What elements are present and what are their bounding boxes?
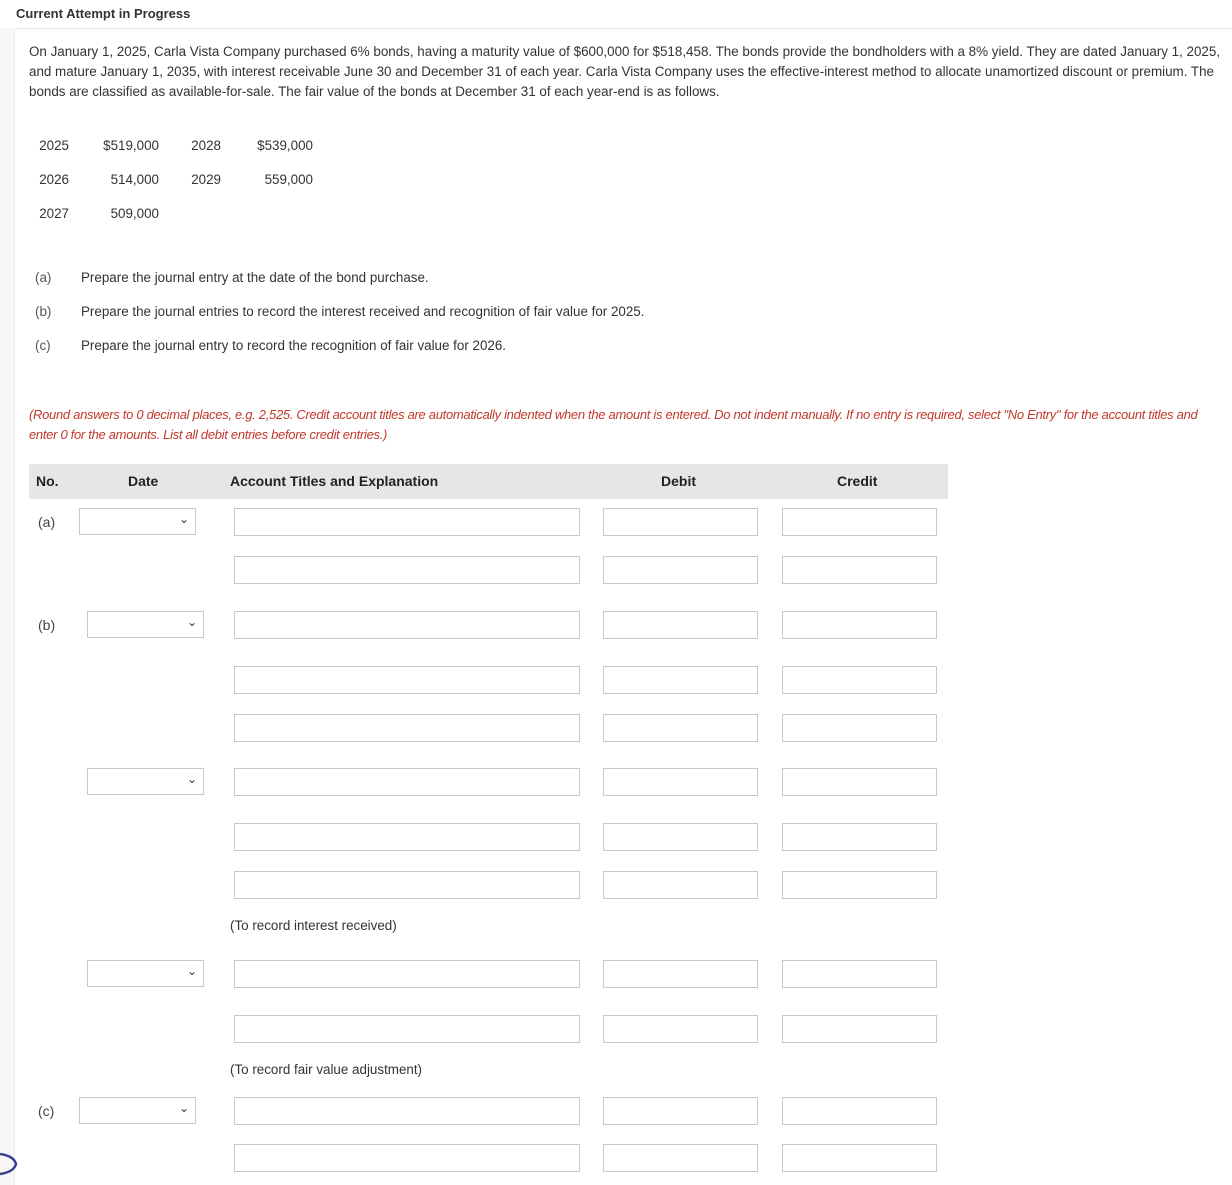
debit-input[interactable] bbox=[603, 960, 758, 988]
year-cell: 2025 bbox=[39, 137, 69, 153]
chevron-down-icon: ⌄ bbox=[186, 964, 197, 978]
credit-input[interactable] bbox=[782, 768, 937, 796]
credit-input[interactable] bbox=[782, 1097, 937, 1125]
entry-label-b: (b) bbox=[38, 617, 56, 633]
credit-input[interactable] bbox=[782, 1015, 937, 1043]
part-label: (a) bbox=[35, 270, 52, 285]
interest-note: (To record interest received) bbox=[230, 918, 397, 933]
journal-header bbox=[29, 464, 948, 499]
credit-input[interactable] bbox=[782, 556, 937, 584]
debit-input[interactable] bbox=[603, 611, 758, 639]
part-text: Prepare the journal entries to record the interest received and recognition of fair value for 2025. bbox=[81, 304, 645, 319]
fair-value-note: (To record fair value adjustment) bbox=[230, 1062, 423, 1077]
date-select[interactable] bbox=[87, 611, 204, 638]
amount-cell: 509,000 bbox=[110, 205, 159, 221]
debit-input[interactable] bbox=[603, 508, 758, 536]
account-title-input[interactable] bbox=[234, 1015, 580, 1043]
account-title-input[interactable] bbox=[234, 960, 580, 988]
account-title-input[interactable] bbox=[234, 611, 580, 639]
debit-input[interactable] bbox=[603, 1144, 758, 1172]
amount-cell: 559,000 bbox=[264, 171, 313, 187]
part-text: Prepare the journal entry to record the recognition of fair value for 2026. bbox=[81, 338, 507, 353]
debit-input[interactable] bbox=[603, 768, 758, 796]
date-select[interactable] bbox=[79, 1097, 196, 1124]
table-row bbox=[29, 162, 313, 196]
chevron-down-icon: ⌄ bbox=[186, 772, 197, 786]
header-debit: Debit bbox=[661, 473, 696, 489]
left-gutter bbox=[0, 28, 15, 1185]
amount-cell: $539,000 bbox=[257, 137, 313, 153]
credit-input[interactable] bbox=[782, 611, 937, 639]
account-title-input[interactable] bbox=[234, 666, 580, 694]
chevron-down-icon: ⌄ bbox=[186, 615, 197, 629]
page-title: Current Attempt in Progress bbox=[16, 6, 191, 21]
credit-input[interactable] bbox=[782, 666, 937, 694]
table-row bbox=[29, 128, 313, 162]
credit-input[interactable] bbox=[782, 714, 937, 742]
credit-input[interactable] bbox=[782, 960, 937, 988]
part-label: (c) bbox=[35, 338, 51, 353]
debit-input[interactable] bbox=[603, 556, 758, 584]
entry-label-a: (a) bbox=[38, 514, 56, 530]
account-title-input[interactable] bbox=[234, 1144, 580, 1172]
year-cell: 2027 bbox=[39, 205, 69, 221]
account-title-input[interactable] bbox=[234, 871, 580, 899]
credit-input[interactable] bbox=[782, 823, 937, 851]
debit-input[interactable] bbox=[603, 666, 758, 694]
account-title-input[interactable] bbox=[234, 1097, 580, 1125]
debit-input[interactable] bbox=[603, 1015, 758, 1043]
debit-input[interactable] bbox=[603, 1097, 758, 1125]
year-cell: 2028 bbox=[191, 137, 221, 153]
account-title-input[interactable] bbox=[234, 823, 580, 851]
account-title-input[interactable] bbox=[234, 508, 580, 536]
header-account: Account Titles and Explanation bbox=[230, 473, 439, 489]
header-credit: Credit bbox=[837, 473, 878, 489]
date-select[interactable] bbox=[87, 768, 204, 795]
year-cell bbox=[159, 196, 221, 230]
problem-statement: On January 1, 2025, Carla Vista Company purchased 6% bonds, having a maturity value of $600,000 for $518,458. The bonds provide the bondholders with a 8% yield. They are dated January 1, 2025, and mature January 1, 2035, with interest receivable June 30 and December 31 of each year. Carla Vista Company uses the effective-interest method to allocate unamortized discount or premium. The bonds are classified as available-for-sale. The fair value of the bonds at December 31 of each year-end is as follows. bbox=[29, 44, 1221, 99]
chevron-down-icon: ⌄ bbox=[178, 1101, 189, 1115]
account-title-input[interactable] bbox=[234, 556, 580, 584]
instructions: (Round answers to 0 decimal places, e.g. 2,525. Credit account titles are automatically indented when the amount is entered. Do not indent manually. If no entry is required, select "No Entry" for the account titles and enter 0 for the amounts. List all debit entries before credit entries.) bbox=[29, 407, 1198, 442]
credit-input[interactable] bbox=[782, 508, 937, 536]
amount-cell: 514,000 bbox=[110, 171, 159, 187]
chevron-down-icon: ⌄ bbox=[178, 512, 189, 526]
part-text: Prepare the journal entry at the date of the bond purchase. bbox=[81, 270, 429, 285]
cursor-swirl-icon bbox=[0, 1148, 18, 1178]
table-row bbox=[29, 196, 313, 230]
part-label: (b) bbox=[35, 304, 52, 319]
top-bar bbox=[0, 0, 1232, 29]
amount-cell: $519,000 bbox=[103, 137, 159, 153]
header-no: No. bbox=[36, 473, 59, 489]
year-cell: 2026 bbox=[39, 171, 69, 187]
date-select[interactable] bbox=[87, 960, 204, 987]
entry-label-c: (c) bbox=[38, 1103, 55, 1119]
amount-cell bbox=[221, 196, 313, 230]
year-cell: 2029 bbox=[191, 171, 221, 187]
date-select[interactable] bbox=[79, 508, 196, 535]
debit-input[interactable] bbox=[603, 871, 758, 899]
debit-input[interactable] bbox=[603, 714, 758, 742]
credit-input[interactable] bbox=[782, 871, 937, 899]
account-title-input[interactable] bbox=[234, 714, 580, 742]
debit-input[interactable] bbox=[603, 823, 758, 851]
fair-value-table bbox=[29, 128, 313, 230]
account-title-input[interactable] bbox=[234, 768, 580, 796]
credit-input[interactable] bbox=[782, 1144, 937, 1172]
header-date: Date bbox=[128, 473, 159, 489]
